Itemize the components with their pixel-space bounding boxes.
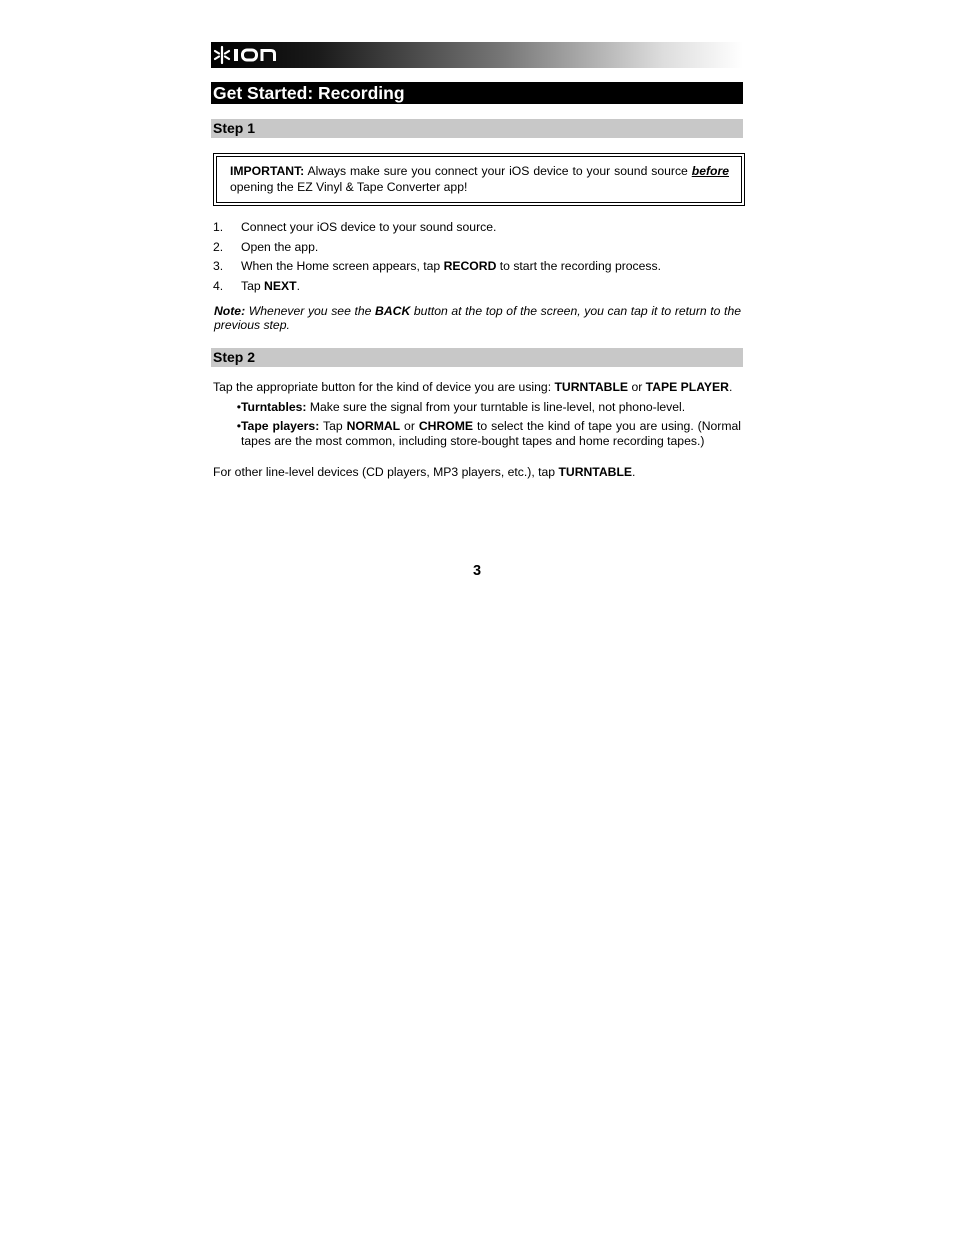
ion-logo	[213, 45, 285, 65]
brand-header-bar	[211, 42, 743, 68]
manual-page	[211, 42, 743, 480]
list-item: • Tape players: Tap NORMAL or CHROME to select the kind of tape you are using. (Normal tapes are the most common, including store-bought tapes and home recording tapes.)	[211, 419, 741, 448]
device-type-list	[211, 400, 741, 449]
page-number: 3	[472, 563, 482, 579]
note-label: Note:	[214, 303, 246, 318]
list-item: 4. Tap NEXT.	[213, 278, 300, 293]
step-2-intro: Tap the appropriate button for the kind of device you are using: TURNTABLE or TAPE PLAYER.	[213, 379, 733, 394]
before-emphasis: before	[691, 164, 729, 178]
important-notice-box	[213, 153, 745, 206]
back-button-note: Note: Whenever you see the BACK button at the top of the screen, you can tap it to return to the previous step.	[214, 303, 741, 333]
list-item: 3. When the Home screen appears, tap RECORD to start the recording process.	[213, 259, 661, 274]
step-2-heading: Step 2	[211, 348, 743, 367]
important-label: IMPORTANT:	[230, 164, 305, 178]
list-item: 1. Connect your iOS device to your sound source.	[213, 220, 497, 234]
important-notice-text: IMPORTANT: Always make sure you connect your iOS device to your sound source before opening the EZ Vinyl & Tape Converter app!	[216, 156, 742, 203]
bullet-icon: •	[236, 419, 241, 434]
step-1-heading: Step 1	[211, 119, 743, 138]
list-item: 2. Open the app.	[213, 239, 319, 254]
list-item: • Turntables: Make sure the signal from your turntable is line-level, not phono-level.	[211, 400, 741, 415]
line-level-devices-paragraph: For other line-level devices (CD players, MP3 players, etc.), tap TURNTABLE.	[213, 464, 636, 479]
step-1-list	[211, 220, 743, 294]
bullet-icon: •	[236, 399, 241, 414]
page-title: Get Started: Recording	[211, 82, 743, 104]
